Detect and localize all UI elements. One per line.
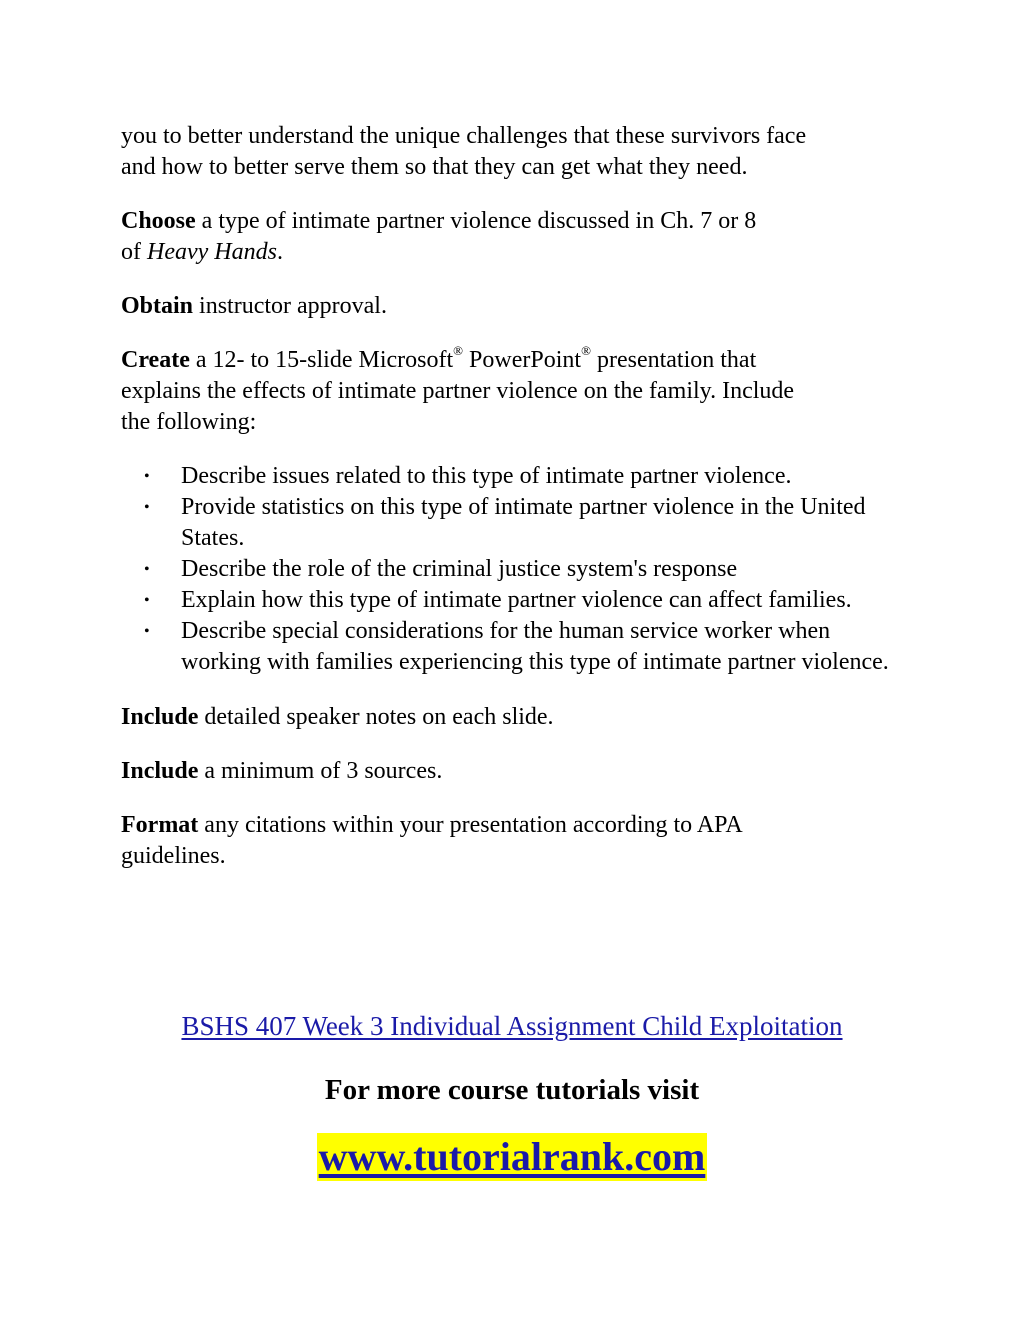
course-link[interactable]: BSHS 407 Week 3 Individual Assignment Child Exploitation bbox=[181, 1011, 843, 1041]
list-item bbox=[121, 492, 891, 554]
choose-end: . bbox=[276, 239, 283, 265]
assignment-body bbox=[121, 121, 891, 872]
requirement-text: Describe the role of the criminal justice system's response bbox=[181, 556, 738, 582]
requirement-text: Provide statistics on this type of intimate partner violence in the United States. bbox=[181, 494, 866, 551]
choose-text: a type of intimate partner violence discussed in Ch. 7 or 8 bbox=[195, 208, 757, 234]
requirements-list bbox=[121, 461, 891, 678]
bullet-icon: • bbox=[144, 499, 150, 516]
choose-text-2: of bbox=[121, 239, 147, 265]
list-item bbox=[121, 616, 891, 678]
create-keyword: Create bbox=[121, 347, 190, 373]
create-text-b: PowerPoint bbox=[463, 347, 582, 373]
obtain-text: instructor approval. bbox=[193, 293, 387, 319]
requirement-text: Explain how this type of intimate partner violence can affect families. bbox=[181, 587, 852, 613]
sources-paragraph bbox=[121, 756, 891, 787]
bullet-icon: • bbox=[144, 592, 150, 609]
visit-text: For more course tutorials visit bbox=[324, 1074, 700, 1106]
list-item bbox=[121, 461, 891, 492]
create-line-2: explains the effects of intimate partner violence on the family. Include bbox=[121, 378, 795, 404]
obtain-paragraph bbox=[121, 291, 891, 322]
create-text-a: a 12- to 15-slide Microsoft bbox=[189, 347, 454, 373]
list-item bbox=[121, 554, 891, 585]
choose-keyword: Choose bbox=[121, 208, 196, 234]
format-keyword: Format bbox=[121, 812, 199, 838]
registered-mark-1: ® bbox=[453, 343, 464, 358]
sources-text: a minimum of 3 sources. bbox=[198, 758, 443, 784]
choose-paragraph bbox=[121, 206, 891, 268]
obtain-keyword: Obtain bbox=[121, 293, 194, 319]
bullet-icon: • bbox=[144, 623, 150, 640]
site-link[interactable]: www.tutorialrank.com bbox=[318, 1134, 706, 1179]
create-paragraph bbox=[121, 345, 891, 438]
create-line-3: the following: bbox=[121, 409, 257, 435]
requirement-text: Describe issues related to this type of intimate partner violence. bbox=[181, 463, 792, 489]
create-text-c: presentation that bbox=[590, 347, 757, 373]
requirement-text: Describe special considerations for the human service worker when working with families experiencing this type of intimate partner violence. bbox=[181, 618, 889, 675]
list-item bbox=[121, 585, 891, 616]
notes-paragraph bbox=[121, 702, 891, 733]
registered-mark-2: ® bbox=[581, 343, 591, 358]
format-paragraph bbox=[121, 810, 891, 872]
bullet-icon: • bbox=[144, 561, 150, 578]
site-link-wrapper bbox=[0, 1133, 1024, 1181]
notes-text: detailed speaker notes on each slide. bbox=[198, 704, 554, 730]
book-title: Heavy Hands bbox=[147, 239, 277, 265]
intro-line-1: you to better understand the unique challenges that these survivors face bbox=[121, 123, 807, 149]
notes-keyword: Include bbox=[121, 704, 199, 730]
sources-keyword: Include bbox=[121, 758, 199, 784]
intro-line-2: and how to better serve them so that they can get what they need. bbox=[121, 154, 748, 180]
format-text: any citations within your presentation according to APA bbox=[198, 812, 743, 838]
intro-paragraph bbox=[121, 121, 891, 183]
bullet-icon: • bbox=[144, 468, 150, 485]
format-line-2: guidelines. bbox=[121, 843, 226, 869]
